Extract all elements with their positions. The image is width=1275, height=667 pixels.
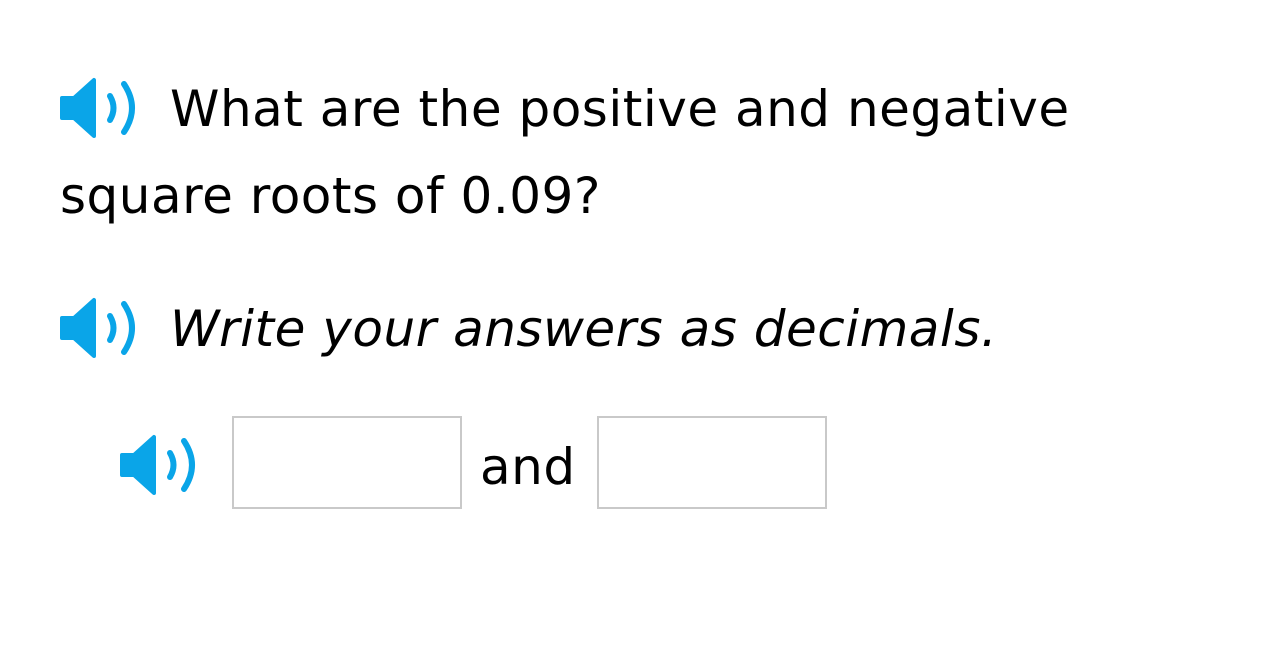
question-speaker-icon[interactable]	[60, 76, 142, 140]
answer-speaker-icon[interactable]	[120, 433, 202, 497]
first-answer-input[interactable]	[232, 416, 462, 509]
question-prompt	[60, 66, 1160, 240]
speaker-icon	[120, 433, 202, 497]
instruction-prompt	[60, 294, 997, 365]
speaker-icon	[60, 76, 142, 140]
and-label: and	[480, 437, 576, 496]
instruction-text: Write your answers as decimals.	[170, 300, 998, 358]
answer-row	[120, 416, 827, 509]
second-answer-input[interactable]	[597, 416, 827, 509]
instruction-speaker-icon[interactable]	[60, 296, 142, 360]
question-text: What are the positive and negative square roots of 0.09?	[60, 80, 1070, 225]
speaker-icon	[60, 296, 142, 360]
